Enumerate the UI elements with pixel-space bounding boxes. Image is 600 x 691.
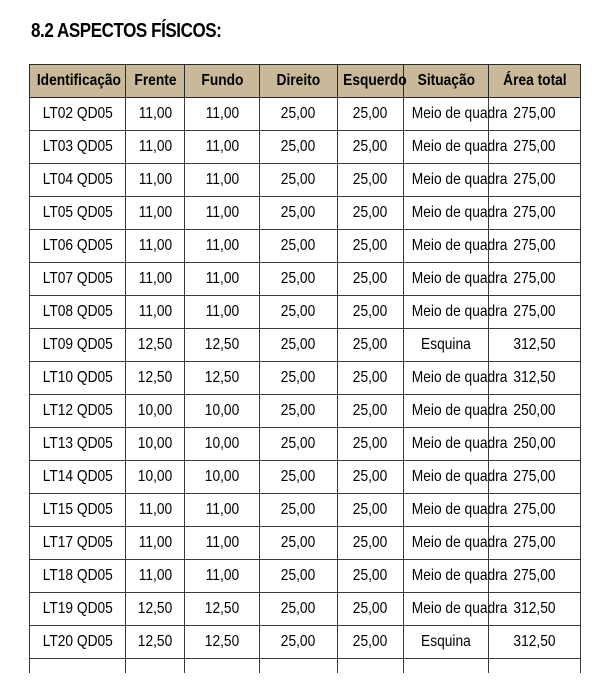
cell-area-total: 250,00: [489, 428, 581, 461]
cell-situacao: Meio de quadra: [404, 164, 489, 197]
cell-empty: [185, 659, 260, 674]
cell-area-total: 275,00: [489, 230, 581, 263]
cell-fundo: 12,50: [185, 626, 260, 659]
cell-situacao: Meio de quadra: [404, 494, 489, 527]
cell-esquerdo: 25,00: [338, 131, 404, 164]
cell-fundo: 11,00: [185, 263, 260, 296]
cell-frente: 12,50: [126, 626, 185, 659]
physical-aspects-table: [29, 64, 581, 673]
header-identificacao: Identificação: [30, 65, 126, 98]
cell-identificacao: LT05 QD05: [30, 197, 126, 230]
cell-identificacao: LT15 QD05: [30, 494, 126, 527]
table-row: [30, 461, 581, 494]
cell-esquerdo: 25,00: [338, 164, 404, 197]
cell-area-total: 275,00: [489, 461, 581, 494]
cell-area-total: 275,00: [489, 164, 581, 197]
cell-situacao: Meio de quadra: [404, 527, 489, 560]
cell-situacao: Esquina: [404, 329, 489, 362]
cell-empty: [30, 659, 126, 674]
cell-fundo: 12,50: [185, 593, 260, 626]
cell-frente: 11,00: [126, 560, 185, 593]
cell-fundo: 10,00: [185, 395, 260, 428]
cell-situacao: Meio de quadra: [404, 428, 489, 461]
cell-identificacao: LT03 QD05: [30, 131, 126, 164]
cell-empty: [404, 659, 489, 674]
cell-area-total: 275,00: [489, 98, 581, 131]
cell-frente: 11,00: [126, 230, 185, 263]
cell-esquerdo: 25,00: [338, 428, 404, 461]
cell-area-total: 275,00: [489, 197, 581, 230]
cell-frente: 11,00: [126, 197, 185, 230]
cell-identificacao: LT09 QD05: [30, 329, 126, 362]
table-row: [30, 494, 581, 527]
cell-esquerdo: 25,00: [338, 560, 404, 593]
cell-frente: 11,00: [126, 296, 185, 329]
cell-fundo: 12,50: [185, 329, 260, 362]
cell-esquerdo: 25,00: [338, 98, 404, 131]
cell-fundo: 10,00: [185, 428, 260, 461]
table-row: [30, 593, 581, 626]
cell-situacao: Meio de quadra: [404, 461, 489, 494]
cell-identificacao: LT19 QD05: [30, 593, 126, 626]
cell-direito: 25,00: [260, 131, 338, 164]
header-situacao: Situação: [404, 65, 489, 98]
cell-direito: 25,00: [260, 230, 338, 263]
cell-area-total: 275,00: [489, 296, 581, 329]
cell-fundo: 11,00: [185, 131, 260, 164]
cell-situacao: Meio de quadra: [404, 560, 489, 593]
cell-fundo: 11,00: [185, 230, 260, 263]
cell-esquerdo: 25,00: [338, 329, 404, 362]
cell-situacao: Meio de quadra: [404, 98, 489, 131]
cell-esquerdo: 25,00: [338, 395, 404, 428]
cell-situacao: Meio de quadra: [404, 395, 489, 428]
cell-fundo: 11,00: [185, 560, 260, 593]
cell-identificacao: LT20 QD05: [30, 626, 126, 659]
cell-esquerdo: 25,00: [338, 230, 404, 263]
cell-esquerdo: 25,00: [338, 461, 404, 494]
header-direito: Direito: [260, 65, 338, 98]
header-frente: Frente: [126, 65, 185, 98]
cell-direito: 25,00: [260, 428, 338, 461]
table-row: [30, 263, 581, 296]
cell-frente: 10,00: [126, 428, 185, 461]
cell-empty: [338, 659, 404, 674]
cell-esquerdo: 25,00: [338, 263, 404, 296]
cell-situacao: Meio de quadra: [404, 263, 489, 296]
cell-area-total: 312,50: [489, 593, 581, 626]
header-fundo: Fundo: [185, 65, 260, 98]
cell-identificacao: LT14 QD05: [30, 461, 126, 494]
cell-direito: 25,00: [260, 626, 338, 659]
cell-esquerdo: 25,00: [338, 593, 404, 626]
cell-fundo: 12,50: [185, 362, 260, 395]
table-row: [30, 98, 581, 131]
table-row: [30, 296, 581, 329]
cell-area-total: 250,00: [489, 395, 581, 428]
cell-situacao: Esquina: [404, 626, 489, 659]
cell-direito: 25,00: [260, 329, 338, 362]
cell-situacao: Meio de quadra: [404, 362, 489, 395]
table-row: [30, 197, 581, 230]
cell-area-total: 312,50: [489, 329, 581, 362]
table-row: [30, 560, 581, 593]
cell-area-total: 275,00: [489, 527, 581, 560]
cell-direito: 25,00: [260, 560, 338, 593]
cell-identificacao: LT13 QD05: [30, 428, 126, 461]
cell-esquerdo: 25,00: [338, 362, 404, 395]
table-row: [30, 395, 581, 428]
table-row: [30, 626, 581, 659]
cell-frente: 11,00: [126, 131, 185, 164]
cell-esquerdo: 25,00: [338, 626, 404, 659]
cell-frente: 11,00: [126, 494, 185, 527]
cell-esquerdo: 25,00: [338, 494, 404, 527]
header-area-total: Área total: [489, 65, 581, 98]
cell-identificacao: LT07 QD05: [30, 263, 126, 296]
cell-area-total: 312,50: [489, 362, 581, 395]
cell-area-total: 275,00: [489, 263, 581, 296]
cell-empty: [126, 659, 185, 674]
cell-frente: 12,50: [126, 362, 185, 395]
cell-direito: 25,00: [260, 263, 338, 296]
cell-area-total: 312,50: [489, 626, 581, 659]
table-row: [30, 527, 581, 560]
cell-area-total: 275,00: [489, 494, 581, 527]
cell-frente: 10,00: [126, 395, 185, 428]
cell-fundo: 11,00: [185, 494, 260, 527]
table-row: [30, 428, 581, 461]
cell-frente: 11,00: [126, 164, 185, 197]
cell-empty: [489, 659, 581, 674]
cell-area-total: 275,00: [489, 560, 581, 593]
cell-esquerdo: 25,00: [338, 197, 404, 230]
cell-situacao: Meio de quadra: [404, 593, 489, 626]
cell-frente: 12,50: [126, 329, 185, 362]
cell-situacao: Meio de quadra: [404, 197, 489, 230]
table-row: [30, 329, 581, 362]
cell-frente: 11,00: [126, 98, 185, 131]
cell-fundo: 10,00: [185, 461, 260, 494]
cell-direito: 25,00: [260, 593, 338, 626]
cell-direito: 25,00: [260, 395, 338, 428]
cell-frente: 11,00: [126, 263, 185, 296]
cell-identificacao: LT08 QD05: [30, 296, 126, 329]
cell-frente: 10,00: [126, 461, 185, 494]
cell-fundo: 11,00: [185, 197, 260, 230]
cell-direito: 25,00: [260, 494, 338, 527]
cell-direito: 25,00: [260, 98, 338, 131]
cell-direito: 25,00: [260, 197, 338, 230]
cell-esquerdo: 25,00: [338, 296, 404, 329]
cell-fundo: 11,00: [185, 527, 260, 560]
cell-identificacao: LT12 QD05: [30, 395, 126, 428]
cell-frente: 12,50: [126, 593, 185, 626]
cell-area-total: 275,00: [489, 131, 581, 164]
table-row: [30, 362, 581, 395]
cell-direito: 25,00: [260, 296, 338, 329]
cell-fundo: 11,00: [185, 164, 260, 197]
cell-identificacao: LT04 QD05: [30, 164, 126, 197]
cell-identificacao: LT18 QD05: [30, 560, 126, 593]
table-row: [30, 164, 581, 197]
cell-situacao: Meio de quadra: [404, 230, 489, 263]
table-header-row: [30, 65, 581, 98]
cell-direito: 25,00: [260, 461, 338, 494]
cell-identificacao: LT06 QD05: [30, 230, 126, 263]
table-row-partial: [30, 659, 581, 674]
section-title: 8.2 ASPECTOS FÍSICOS:: [31, 20, 222, 42]
cell-identificacao: LT17 QD05: [30, 527, 126, 560]
cell-situacao: Meio de quadra: [404, 131, 489, 164]
cell-frente: 11,00: [126, 527, 185, 560]
cell-empty: [260, 659, 338, 674]
header-esquerdo: Esquerdo: [338, 65, 404, 98]
cell-esquerdo: 25,00: [338, 527, 404, 560]
cell-identificacao: LT02 QD05: [30, 98, 126, 131]
cell-direito: 25,00: [260, 362, 338, 395]
cell-direito: 25,00: [260, 527, 338, 560]
cell-fundo: 11,00: [185, 98, 260, 131]
cell-direito: 25,00: [260, 164, 338, 197]
cell-identificacao: LT10 QD05: [30, 362, 126, 395]
table-row: [30, 230, 581, 263]
table-row: [30, 131, 581, 164]
cell-situacao: Meio de quadra: [404, 296, 489, 329]
cell-fundo: 11,00: [185, 296, 260, 329]
